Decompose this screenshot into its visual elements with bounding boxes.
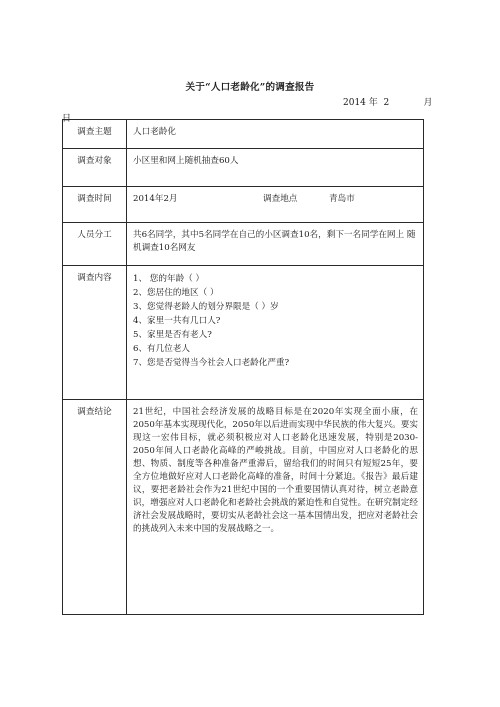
question-item: 3、您觉得老龄人的划分界限是（ ）岁 bbox=[133, 302, 279, 312]
row-content bbox=[63, 266, 424, 400]
question-item: 6、有几位老人 bbox=[133, 344, 191, 354]
staff-value: 共6名同学，其中5名同学在自己的小区调查10名，剩下一名同学在网上 随机调查10名网友 bbox=[127, 223, 424, 266]
content-label: 调查内容 bbox=[63, 266, 127, 400]
conclusion-label: 调查结论 bbox=[63, 400, 127, 615]
row-topic bbox=[63, 120, 424, 149]
target-value: 小区里和网上随机抽查60人 bbox=[127, 149, 424, 187]
row-target bbox=[63, 149, 424, 187]
question-item: 4、家里一共有几口人? bbox=[133, 316, 221, 326]
question-item: 5、家里是否有老人? bbox=[133, 330, 212, 340]
row-time bbox=[63, 187, 424, 223]
target-label: 调查对象 bbox=[63, 149, 127, 187]
report-date: 2014 年 2 月 bbox=[343, 98, 433, 108]
topic-label: 调查主题 bbox=[63, 120, 127, 149]
staff-label: 人员分工 bbox=[63, 223, 127, 266]
time-cell bbox=[127, 187, 424, 223]
report-date-day: 日 bbox=[62, 114, 72, 124]
question-item: 7、您是否觉得当今社会人口老龄化严重? bbox=[133, 358, 290, 368]
time-value: 2014年2月 bbox=[133, 194, 178, 204]
row-conclusion bbox=[63, 400, 424, 615]
survey-table bbox=[62, 119, 424, 615]
place-label: 调查地点 bbox=[263, 194, 298, 204]
report-title: 关于“人口老龄化”的调查报告 bbox=[185, 82, 315, 93]
question-item: 1、 您的年龄（ ） bbox=[133, 274, 205, 284]
question-item: 2、您居住的地区（ ） bbox=[133, 288, 219, 298]
row-staff bbox=[63, 223, 424, 266]
time-label: 调查时间 bbox=[63, 187, 127, 223]
conclusion-text: 21世纪，中国社会经济发展的战略目标是在2020年实现全面小康，在2050年基本实现现代化，2050年以后进而实现中华民族的伟大复兴。要实现这一宏伟目标，就必须积极应对人口老龄化迅速发展，特别是2030-2050年间人口老龄化高峰的严峻挑战。目前，中国应对人口老龄化的思想、物质、制度等各种准备严重滞后，留给我们的时间只有短短25年，要全方位地做好应对人口老龄化高峰的准备，时间十分紧迫。《报告》最后建议，要把老龄社会作为21世纪中国的一个重要国情认真对待，树立老龄意识，增强应对人口老龄化和老龄社会挑战的紧迫性和自觉性。在研究制定经济社会发展战略时，要切实从老龄社会这一基本国情出发，把应对老龄社会的挑战列入未来中国的发展战略之一。 bbox=[127, 400, 424, 615]
topic-value: 人口老龄化 bbox=[127, 120, 424, 149]
content-list bbox=[127, 266, 424, 400]
place-value: 青岛市 bbox=[329, 194, 355, 204]
